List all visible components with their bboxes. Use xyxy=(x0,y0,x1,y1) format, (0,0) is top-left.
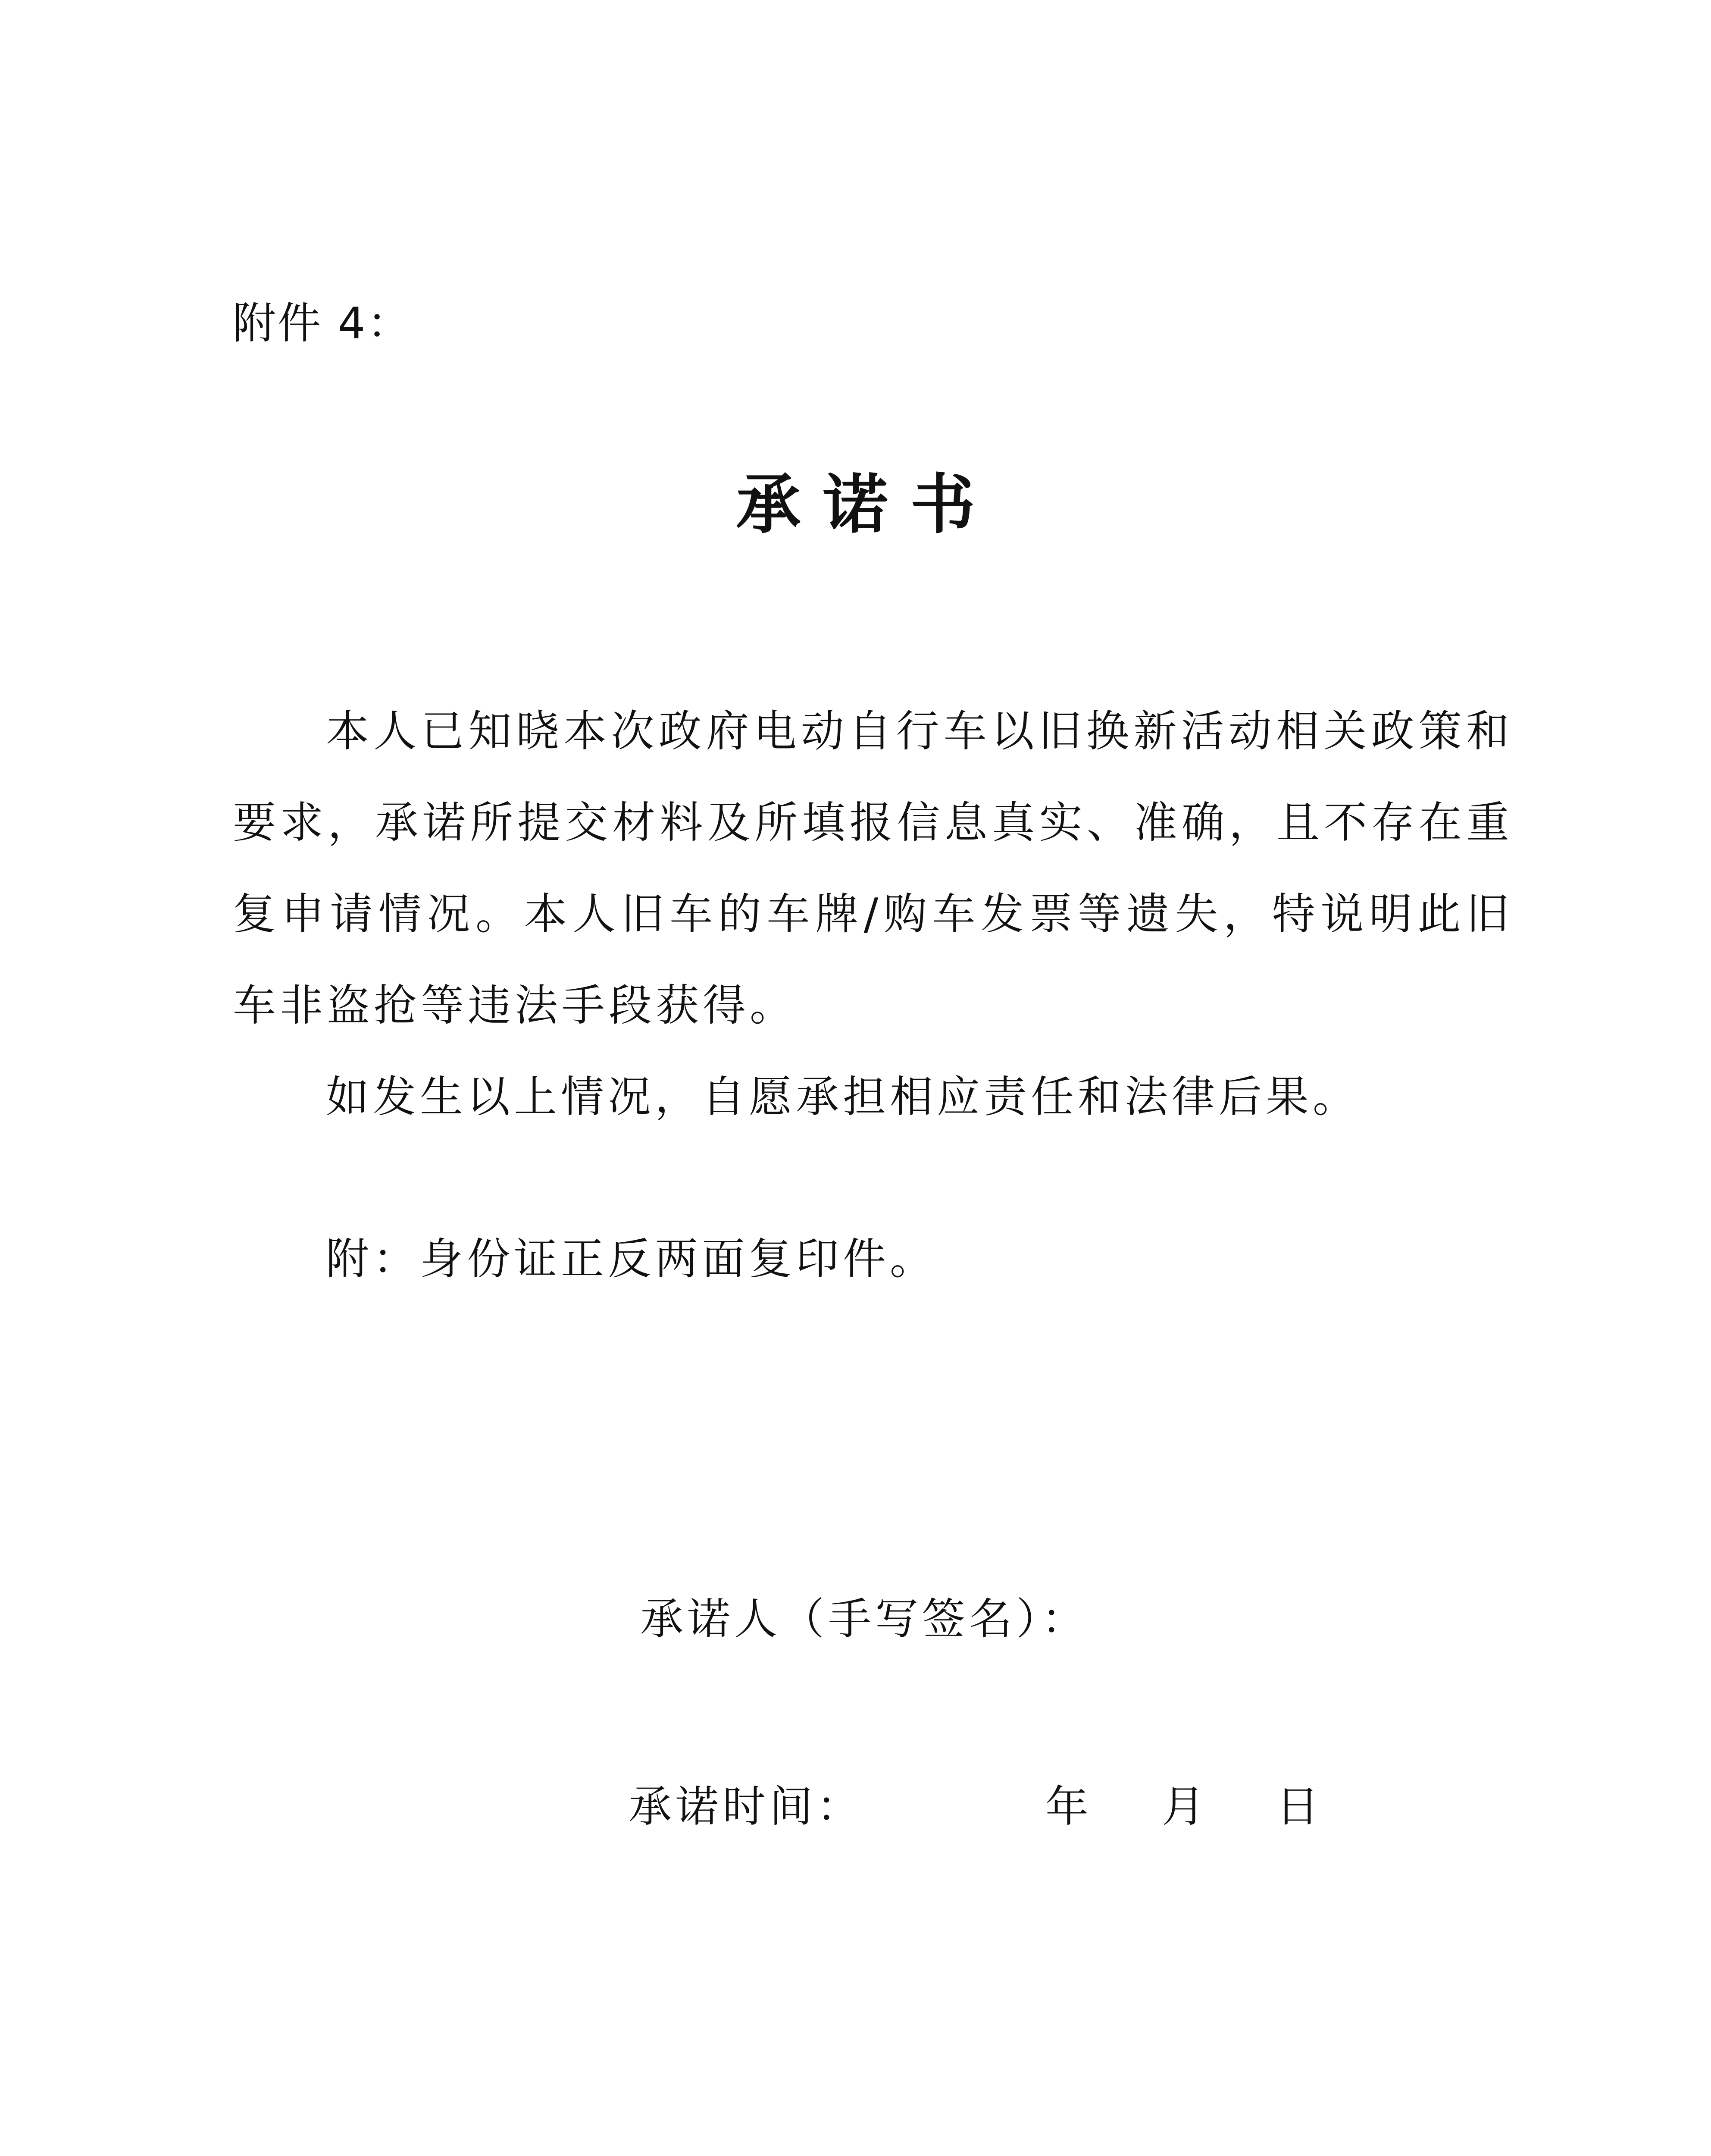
document-body xyxy=(233,686,1513,1143)
date-month-label: 月 xyxy=(1162,1781,1209,1832)
document-title: 承 诺 书 xyxy=(736,467,975,542)
date-day-label: 日 xyxy=(1276,1781,1323,1832)
body-paragraph: 如发生以上情况，自愿承担相应责任和法律后果。 xyxy=(326,1072,1360,1122)
attachment-label: 附件 4： xyxy=(233,298,412,348)
signer-label: 承诺人（手写签名）： xyxy=(640,1594,1089,1644)
body-paragraph: 本人已知晓本次政府电动自行车以旧换新活动相关政策和要求，承诺所提交材料及所填报信息真实、准确，且不存在重复申请情况。本人旧车的车牌/购车发票等遗失，特说明此旧车非盗抢等违法手段获得。 xyxy=(233,706,1513,1031)
date-year-label: 年 xyxy=(1045,1781,1092,1832)
appendix-note: 附：身份证正反两面复印件。 xyxy=(326,1234,937,1284)
date-label: 承诺时间： xyxy=(629,1781,863,1832)
